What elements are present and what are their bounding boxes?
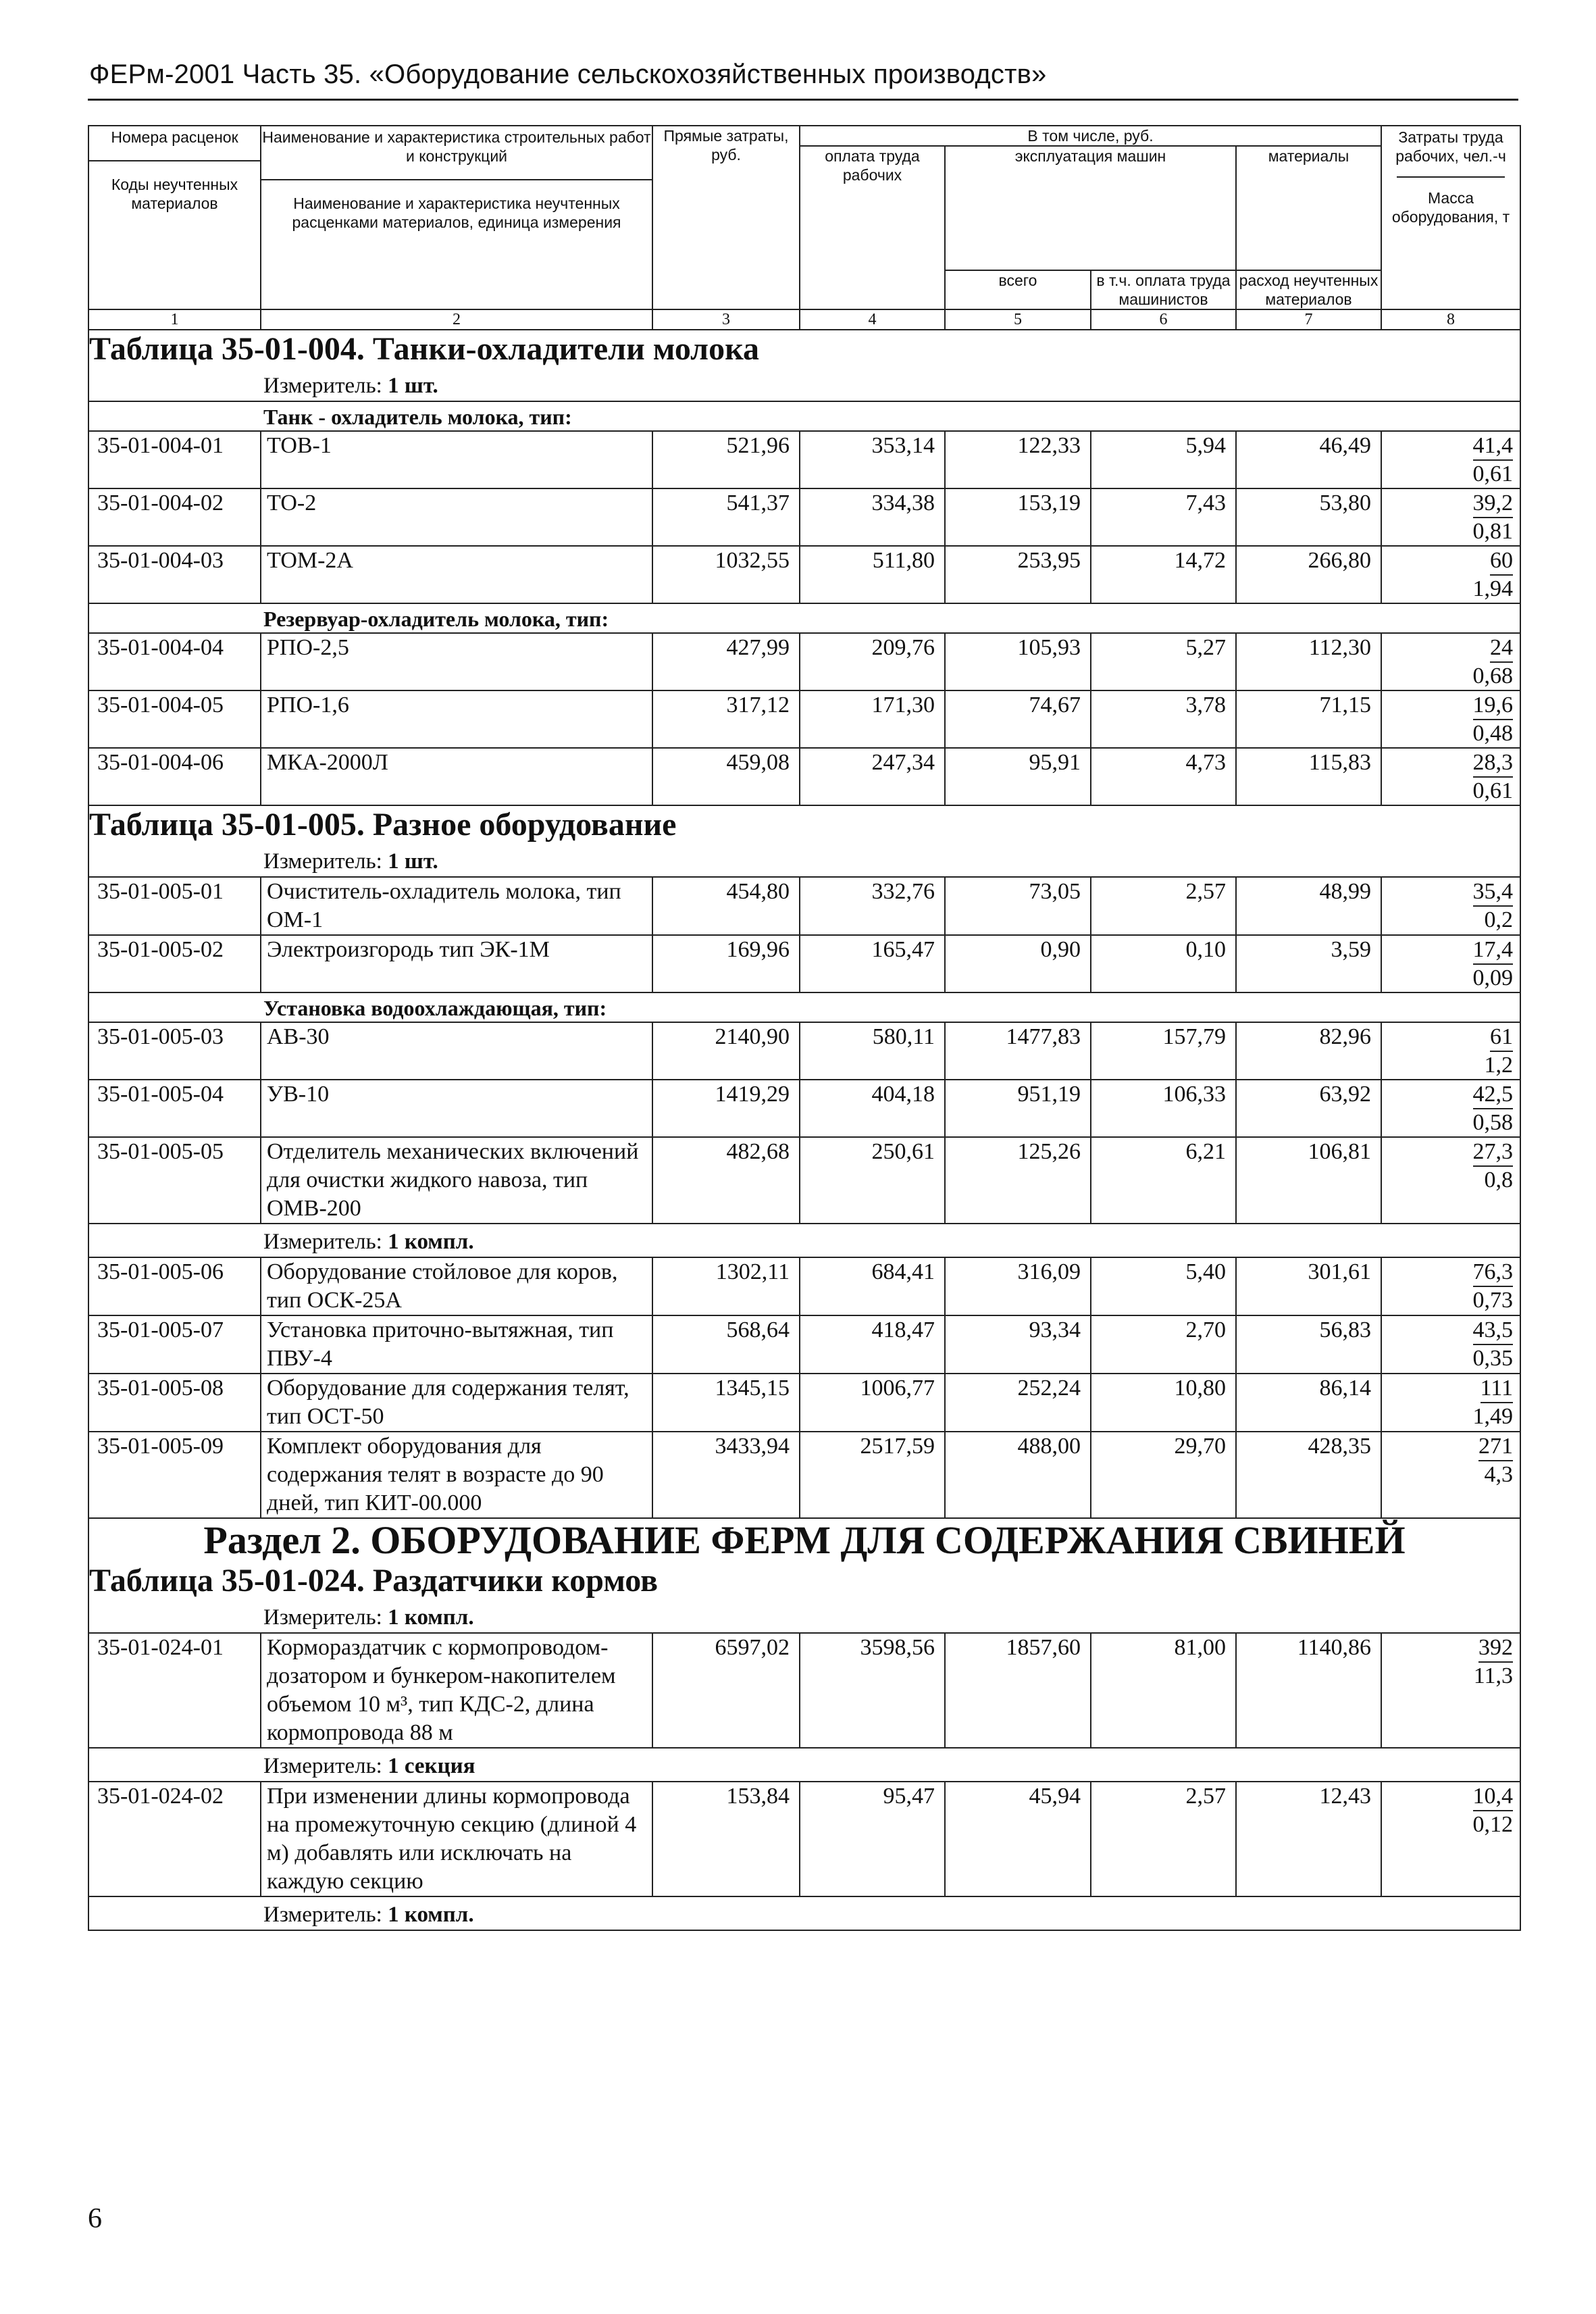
worker-wages: 2517,59 xyxy=(800,1432,945,1518)
header-col1-divider xyxy=(89,160,260,161)
machinist-wages: 157,79 xyxy=(1091,1022,1236,1080)
direct-costs: 6597,02 xyxy=(652,1633,800,1748)
equipment-mass: 0,58 xyxy=(1472,1110,1513,1135)
materials-cost: 115,83 xyxy=(1236,748,1381,805)
machine-costs: 45,94 xyxy=(945,1782,1091,1896)
worker-wages: 684,41 xyxy=(800,1257,945,1315)
direct-costs: 459,08 xyxy=(652,748,800,805)
table-row xyxy=(88,488,1520,546)
equipment-mass: 0,35 xyxy=(1472,1346,1513,1371)
labor-and-mass xyxy=(1381,748,1520,805)
item-name: При изменении длины кормопровода на промежуточную секцию (длиной 4 м) добавлять или исключать на каждую секцию xyxy=(261,1782,652,1896)
column-number: 4 xyxy=(800,309,945,330)
materials-cost: 12,43 xyxy=(1236,1782,1381,1896)
header-col8-top: Затраты труда рабочих, чел.-ч xyxy=(1395,128,1506,165)
labor-hours: 60 xyxy=(1490,547,1513,576)
column-number: 5 xyxy=(945,309,1091,330)
machinist-wages: 5,94 xyxy=(1091,431,1236,488)
machine-costs: 0,90 xyxy=(945,935,1091,992)
rate-code: 35-01-005-06 xyxy=(88,1257,261,1315)
worker-wages: 353,14 xyxy=(800,431,945,488)
group-heading: Резервуар-охладитель молока, тип: xyxy=(88,603,1520,633)
labor-hours: 39,2 xyxy=(1473,490,1514,518)
equipment-mass: 0,8 xyxy=(1484,1167,1513,1192)
machine-costs: 488,00 xyxy=(945,1432,1091,1518)
table-row xyxy=(88,1782,1520,1896)
machine-costs: 105,93 xyxy=(945,633,1091,690)
unit-row xyxy=(88,1748,1520,1782)
machine-costs: 252,24 xyxy=(945,1374,1091,1432)
worker-wages: 3598,56 xyxy=(800,1633,945,1748)
rate-code: 35-01-005-07 xyxy=(88,1315,261,1374)
worker-wages: 95,47 xyxy=(800,1782,945,1896)
equipment-mass: 1,94 xyxy=(1472,576,1513,601)
column-number-row xyxy=(88,309,1520,330)
machine-costs: 95,91 xyxy=(945,748,1091,805)
machine-costs: 74,67 xyxy=(945,690,1091,748)
labor-and-mass xyxy=(1381,1315,1520,1374)
unit-row xyxy=(88,844,1520,877)
direct-costs: 1345,15 xyxy=(652,1374,800,1432)
labor-hours: 61 xyxy=(1490,1024,1513,1052)
group-heading: Танк - охладитель молока, тип: xyxy=(88,401,1520,431)
rate-code: 35-01-004-04 xyxy=(88,633,261,690)
item-name: Оборудование для содержания телят, тип ОСТ-50 xyxy=(261,1374,652,1432)
column-number: 3 xyxy=(652,309,800,330)
materials-cost: 428,35 xyxy=(1236,1432,1381,1518)
equipment-mass: 11,3 xyxy=(1473,1663,1513,1688)
table-row xyxy=(88,1080,1520,1137)
labor-and-mass xyxy=(1381,1782,1520,1896)
equipment-mass: 0,68 xyxy=(1472,663,1513,688)
machinist-wages: 3,78 xyxy=(1091,690,1236,748)
table-row xyxy=(88,431,1520,488)
table-row xyxy=(88,935,1520,992)
materials-cost: 56,83 xyxy=(1236,1315,1381,1374)
machinist-wages: 81,00 xyxy=(1091,1633,1236,1748)
machine-costs: 316,09 xyxy=(945,1257,1091,1315)
table-row xyxy=(88,1374,1520,1432)
labor-and-mass xyxy=(1381,1257,1520,1315)
header-col2-divider xyxy=(261,179,652,180)
labor-hours: 17,4 xyxy=(1473,936,1514,965)
labor-and-mass xyxy=(1381,1633,1520,1748)
unit-label: Измеритель: xyxy=(263,1230,382,1254)
rate-code: 35-01-005-08 xyxy=(88,1374,261,1432)
direct-costs: 169,96 xyxy=(652,935,800,992)
header-row-1 xyxy=(88,126,1520,146)
unit-label: Измеритель: xyxy=(263,374,382,398)
labor-and-mass xyxy=(1381,431,1520,488)
labor-and-mass xyxy=(1381,633,1520,690)
worker-wages: 250,61 xyxy=(800,1137,945,1224)
labor-and-mass xyxy=(1381,935,1520,992)
machinist-wages: 106,33 xyxy=(1091,1080,1236,1137)
rate-code: 35-01-004-06 xyxy=(88,748,261,805)
table-row xyxy=(88,1432,1520,1518)
machinist-wages: 14,72 xyxy=(1091,546,1236,603)
item-name: АВ-30 xyxy=(261,1022,652,1080)
rates-table xyxy=(88,125,1521,1931)
materials-cost: 63,92 xyxy=(1236,1080,1381,1137)
unit-row xyxy=(88,1896,1520,1930)
unit-of-measure xyxy=(88,1600,1520,1633)
group-heading-row xyxy=(88,603,1520,633)
column-number: 1 xyxy=(88,309,261,330)
table-row xyxy=(88,1257,1520,1315)
unit-value: 1 шт. xyxy=(388,849,438,874)
labor-hours: 76,3 xyxy=(1473,1259,1514,1287)
table-row xyxy=(88,546,1520,603)
table-row xyxy=(88,1633,1520,1748)
column-number: 6 xyxy=(1091,309,1236,330)
direct-costs: 2140,90 xyxy=(652,1022,800,1080)
rate-code: 35-01-005-05 xyxy=(88,1137,261,1224)
equipment-mass: 0,48 xyxy=(1472,721,1513,746)
group-heading-row xyxy=(88,992,1520,1022)
equipment-mass: 0,81 xyxy=(1472,519,1513,544)
header-col5: всего xyxy=(945,270,1091,309)
machinist-wages: 4,73 xyxy=(1091,748,1236,805)
rate-code: 35-01-004-02 xyxy=(88,488,261,546)
rate-code: 35-01-005-02 xyxy=(88,935,261,992)
machinist-wages: 7,43 xyxy=(1091,488,1236,546)
unit-value: 1 компл. xyxy=(388,1605,474,1630)
machinist-wages: 5,27 xyxy=(1091,633,1236,690)
machine-costs: 73,05 xyxy=(945,877,1091,935)
group-heading-row xyxy=(88,401,1520,431)
equipment-mass: 0,61 xyxy=(1472,778,1513,803)
machinist-wages: 0,10 xyxy=(1091,935,1236,992)
labor-and-mass xyxy=(1381,690,1520,748)
worker-wages: 404,18 xyxy=(800,1080,945,1137)
materials-cost: 71,15 xyxy=(1236,690,1381,748)
machine-costs: 1857,60 xyxy=(945,1633,1091,1748)
item-name: Комплект оборудования для содержания телят в возрасте до 90 дней, тип КИТ-00.000 xyxy=(261,1432,652,1518)
machinist-wages: 2,57 xyxy=(1091,877,1236,935)
header-col2-top: Наименование и характеристика строительных работ и конструкций xyxy=(262,128,651,165)
equipment-mass: 0,09 xyxy=(1472,965,1513,990)
materials-cost: 82,96 xyxy=(1236,1022,1381,1080)
unit-of-measure xyxy=(88,368,1520,401)
unit-of-measure xyxy=(88,1224,1520,1257)
table-row xyxy=(88,1022,1520,1080)
labor-and-mass xyxy=(1381,877,1520,935)
header-col2 xyxy=(261,126,652,309)
materials-cost: 112,30 xyxy=(1236,633,1381,690)
item-name: Очиститель-охладитель молока, тип ОМ-1 xyxy=(261,877,652,935)
header-group-machines: эксплуатация машин xyxy=(945,146,1236,270)
rate-code: 35-01-005-09 xyxy=(88,1432,261,1518)
equipment-mass: 0,61 xyxy=(1472,461,1513,486)
direct-costs: 541,37 xyxy=(652,488,800,546)
header-group-including: В том числе, руб. xyxy=(800,126,1381,146)
unit-of-measure xyxy=(88,844,1520,877)
machinist-wages: 10,80 xyxy=(1091,1374,1236,1432)
worker-wages: 334,38 xyxy=(800,488,945,546)
labor-hours: 42,5 xyxy=(1473,1081,1514,1109)
header-col2-bottom: Наименование и характеристика неучтенных расценками материалов, единица измерения xyxy=(292,195,621,231)
labor-and-mass xyxy=(1381,1080,1520,1137)
direct-costs: 1419,29 xyxy=(652,1080,800,1137)
column-number: 8 xyxy=(1381,309,1520,330)
header-col8 xyxy=(1381,126,1520,309)
rate-code: 35-01-004-03 xyxy=(88,546,261,603)
direct-costs: 1032,55 xyxy=(652,546,800,603)
header-col3: Прямые затраты, руб. xyxy=(652,126,800,309)
worker-wages: 580,11 xyxy=(800,1022,945,1080)
item-name: РПО-2,5 xyxy=(261,633,652,690)
machinist-wages: 29,70 xyxy=(1091,1432,1236,1518)
labor-hours: 41,4 xyxy=(1473,432,1514,461)
materials-cost: 3,59 xyxy=(1236,935,1381,992)
unit-value: 1 компл. xyxy=(388,1230,474,1254)
unit-label: Измеритель: xyxy=(263,1605,382,1630)
column-number: 2 xyxy=(261,309,652,330)
item-name: Электроизгородь тип ЭК-1М xyxy=(261,935,652,992)
worker-wages: 511,80 xyxy=(800,546,945,603)
item-name: ТОМ-2А xyxy=(261,546,652,603)
table-title: Таблица 35-01-024. Раздатчики кормов xyxy=(88,1562,1520,1600)
item-name: РПО-1,6 xyxy=(261,690,652,748)
machinist-wages: 6,21 xyxy=(1091,1137,1236,1224)
item-name: Кормораздатчик с кормопроводом-дозатором и бункером-накопителем объемом 10 м³, тип КДС-2, длина кормопровода 88 м xyxy=(261,1633,652,1748)
header-col6: в т.ч. оплата труда машинистов xyxy=(1091,270,1236,309)
labor-and-mass xyxy=(1381,1432,1520,1518)
group-heading: Установка водоохлаждающая, тип: xyxy=(88,992,1520,1022)
labor-hours: 43,5 xyxy=(1473,1317,1514,1345)
direct-costs: 454,80 xyxy=(652,877,800,935)
table-title-row xyxy=(88,805,1520,844)
direct-costs: 153,84 xyxy=(652,1782,800,1896)
worker-wages: 1006,77 xyxy=(800,1374,945,1432)
machinist-wages: 2,57 xyxy=(1091,1782,1236,1896)
rate-code: 35-01-005-04 xyxy=(88,1080,261,1137)
labor-hours: 392 xyxy=(1478,1634,1513,1663)
worker-wages: 418,47 xyxy=(800,1315,945,1374)
labor-hours: 35,4 xyxy=(1473,878,1514,907)
item-name: ТО-2 xyxy=(261,488,652,546)
materials-cost: 48,99 xyxy=(1236,877,1381,935)
machine-costs: 153,19 xyxy=(945,488,1091,546)
table-row xyxy=(88,1315,1520,1374)
direct-costs: 521,96 xyxy=(652,431,800,488)
materials-cost: 106,81 xyxy=(1236,1137,1381,1224)
unit-row xyxy=(88,368,1520,401)
equipment-mass: 4,3 xyxy=(1484,1462,1513,1487)
table-title-row xyxy=(88,330,1520,368)
unit-label: Измеритель: xyxy=(263,1754,382,1778)
section-title-row xyxy=(88,1518,1520,1562)
unit-label: Измеритель: xyxy=(263,1903,382,1927)
header-col1 xyxy=(88,126,261,309)
header-col8-divider xyxy=(1397,176,1505,178)
unit-value: 1 секция xyxy=(388,1754,475,1778)
item-name: Отделитель механических включений для очистки жидкого навоза, тип ОМВ-200 xyxy=(261,1137,652,1224)
equipment-mass: 0,73 xyxy=(1472,1288,1513,1313)
machine-costs: 125,26 xyxy=(945,1137,1091,1224)
rate-code: 35-01-024-01 xyxy=(88,1633,261,1748)
direct-costs: 317,12 xyxy=(652,690,800,748)
header-col1-top: Номера расценок xyxy=(111,128,238,146)
unit-of-measure xyxy=(88,1896,1520,1930)
table-row xyxy=(88,1137,1520,1224)
labor-and-mass xyxy=(1381,488,1520,546)
header-col4: оплата труда рабочих xyxy=(800,146,945,309)
item-name: ТОВ-1 xyxy=(261,431,652,488)
materials-cost: 266,80 xyxy=(1236,546,1381,603)
page-number: 6 xyxy=(88,2203,102,2234)
direct-costs: 568,64 xyxy=(652,1315,800,1374)
unit-row xyxy=(88,1224,1520,1257)
item-name: Установка приточно-вытяжная, тип ПВУ-4 xyxy=(261,1315,652,1374)
table-row xyxy=(88,690,1520,748)
machine-costs: 1477,83 xyxy=(945,1022,1091,1080)
equipment-mass: 1,49 xyxy=(1472,1404,1513,1429)
worker-wages: 332,76 xyxy=(800,877,945,935)
item-name: МКА-2000Л xyxy=(261,748,652,805)
item-name: Оборудование стойловое для коров, тип ОСК-25А xyxy=(261,1257,652,1315)
materials-cost: 301,61 xyxy=(1236,1257,1381,1315)
equipment-mass: 0,12 xyxy=(1472,1812,1513,1837)
labor-and-mass xyxy=(1381,1374,1520,1432)
machine-costs: 253,95 xyxy=(945,546,1091,603)
rate-code: 35-01-005-01 xyxy=(88,877,261,935)
unit-value: 1 компл. xyxy=(388,1903,474,1927)
labor-and-mass xyxy=(1381,546,1520,603)
labor-hours: 28,3 xyxy=(1473,749,1514,778)
machine-costs: 122,33 xyxy=(945,431,1091,488)
worker-wages: 247,34 xyxy=(800,748,945,805)
item-name: УВ-10 xyxy=(261,1080,652,1137)
direct-costs: 482,68 xyxy=(652,1137,800,1224)
worker-wages: 165,47 xyxy=(800,935,945,992)
machinist-wages: 5,40 xyxy=(1091,1257,1236,1315)
worker-wages: 171,30 xyxy=(800,690,945,748)
labor-hours: 10,4 xyxy=(1473,1783,1514,1811)
machine-costs: 93,34 xyxy=(945,1315,1091,1374)
rate-code: 35-01-004-05 xyxy=(88,690,261,748)
table-title: Таблица 35-01-005. Разное оборудование xyxy=(88,805,1520,844)
materials-cost: 1140,86 xyxy=(1236,1633,1381,1748)
section-title: Раздел 2. ОБОРУДОВАНИЕ ФЕРМ ДЛЯ СОДЕРЖАНИЯ СВИНЕЙ xyxy=(88,1518,1520,1562)
worker-wages: 209,76 xyxy=(800,633,945,690)
equipment-mass: 0,2 xyxy=(1484,907,1513,932)
running-head: ФЕРм-2001 Часть 35. «Оборудование сельскохозяйственных производств» xyxy=(89,59,1047,89)
column-number: 7 xyxy=(1236,309,1381,330)
machine-costs: 951,19 xyxy=(945,1080,1091,1137)
unit-label: Измеритель: xyxy=(263,849,382,874)
direct-costs: 1302,11 xyxy=(652,1257,800,1315)
labor-hours: 19,6 xyxy=(1473,692,1514,720)
labor-hours: 27,3 xyxy=(1473,1138,1514,1167)
rates-table-wrap xyxy=(88,125,1520,1931)
header-col1-bottom: Коды неучтенных материалов xyxy=(111,176,238,212)
rate-code: 35-01-024-02 xyxy=(88,1782,261,1896)
table-row xyxy=(88,633,1520,690)
labor-hours: 111 xyxy=(1481,1375,1513,1403)
materials-cost: 46,49 xyxy=(1236,431,1381,488)
table-title-row xyxy=(88,1562,1520,1600)
unit-row xyxy=(88,1600,1520,1633)
materials-cost: 53,80 xyxy=(1236,488,1381,546)
equipment-mass: 1,2 xyxy=(1484,1053,1513,1078)
labor-and-mass xyxy=(1381,1137,1520,1224)
header-col8-bottom: Масса оборудования, т xyxy=(1391,189,1510,226)
labor-hours: 271 xyxy=(1478,1433,1513,1461)
rate-code: 35-01-005-03 xyxy=(88,1022,261,1080)
labor-and-mass xyxy=(1381,1022,1520,1080)
header-col7: расход неучтенных материалов xyxy=(1236,270,1381,309)
unit-of-measure xyxy=(88,1748,1520,1782)
rate-code: 35-01-004-01 xyxy=(88,431,261,488)
unit-value: 1 шт. xyxy=(388,374,438,398)
labor-hours: 24 xyxy=(1490,634,1513,663)
table-title: Таблица 35-01-004. Танки-охладители молока xyxy=(88,330,1520,368)
table-row xyxy=(88,748,1520,805)
table-row xyxy=(88,877,1520,935)
header-rule xyxy=(88,99,1518,101)
machinist-wages: 2,70 xyxy=(1091,1315,1236,1374)
direct-costs: 427,99 xyxy=(652,633,800,690)
direct-costs: 3433,94 xyxy=(652,1432,800,1518)
materials-cost: 86,14 xyxy=(1236,1374,1381,1432)
header-group-materials: материалы xyxy=(1236,146,1381,270)
